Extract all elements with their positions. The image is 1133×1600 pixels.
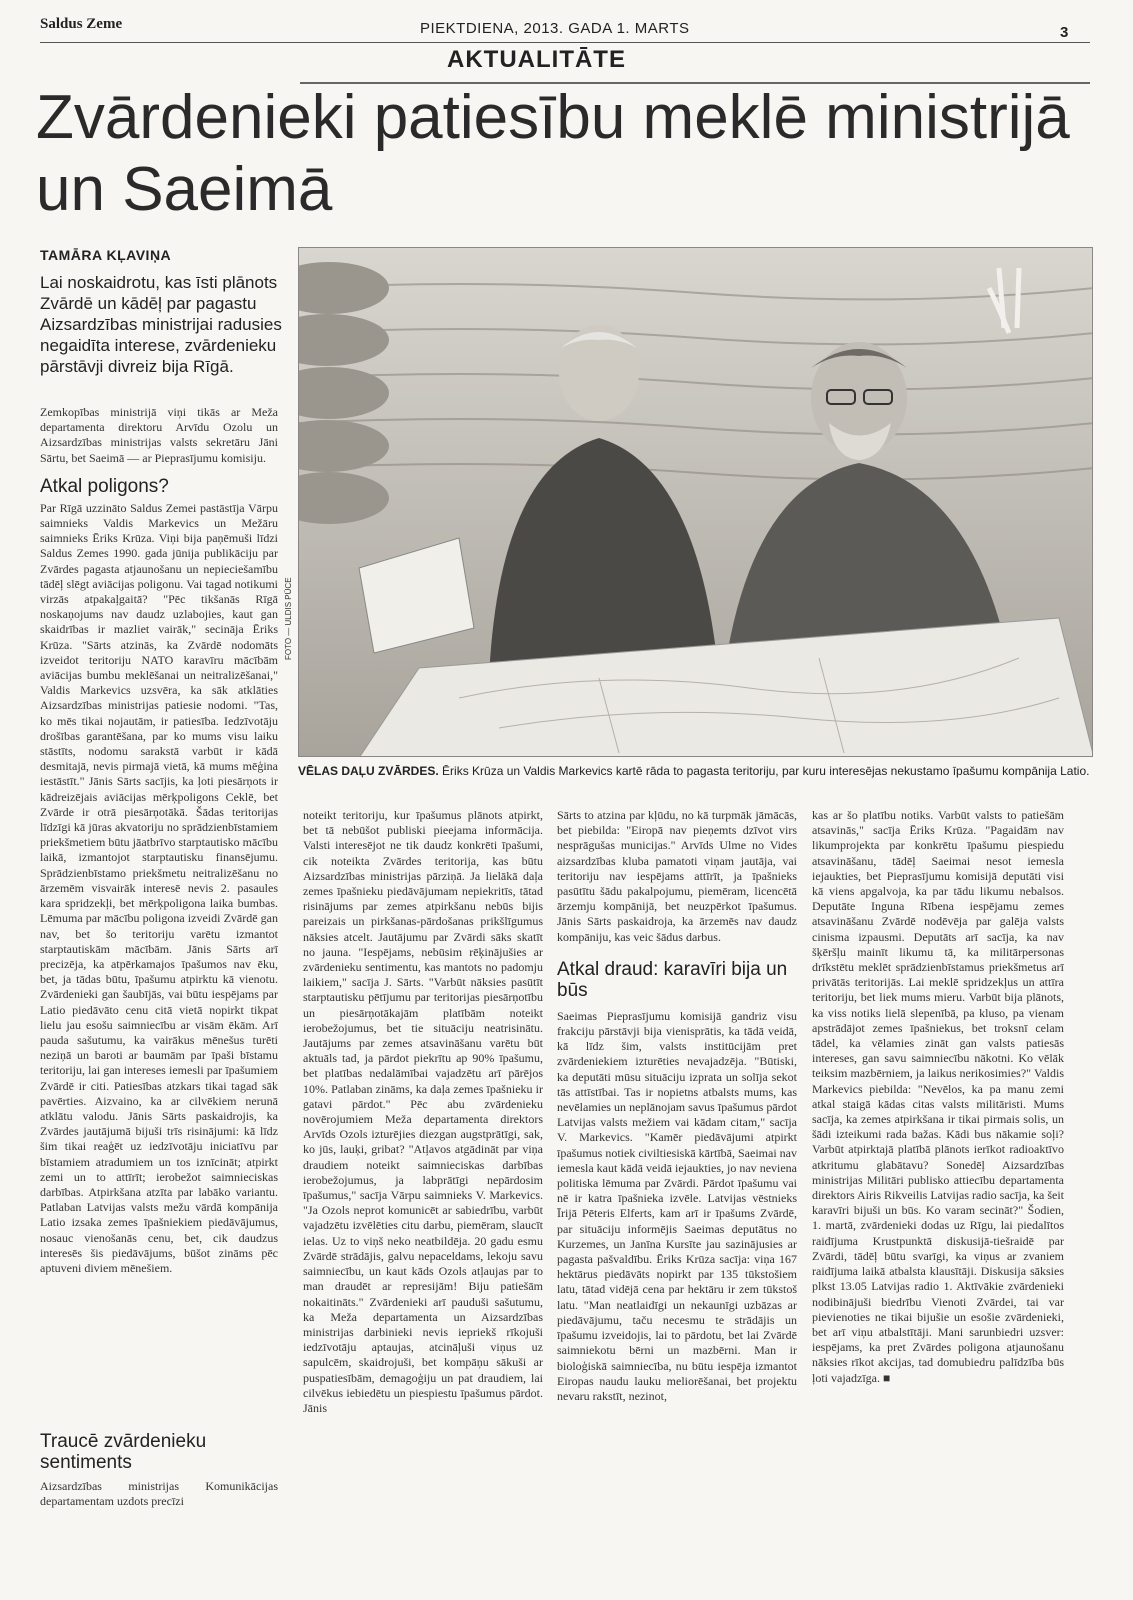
subhead-karaviri: Atkal draud: karavīri bija un būs: [557, 958, 788, 1001]
photo-credit: FOTO — ULDIS PŪCE: [284, 577, 293, 660]
subhead-sentiments: Traucē zvārdenieku sentiments: [40, 1431, 207, 1473]
column-3: [557, 808, 797, 1594]
intro-paragraph: Zemkopības ministrijā viņi tikās ar Meža departamenta direktoru Arvīdu Ozolu un Aizsardzības ministrijas valsts sekretāru Jāni Sārtu, bet Saeimā — ar Pieprasījumu komisiju.: [40, 405, 278, 465]
left-column-bottom: [40, 1431, 278, 1509]
col4-text: kas ar šo platību notiks. Varbūt valsts to patiešām atsavinās," sacīja Ēriks Krūza. "Pagaidām nav likumprojekta par konkrētu īpašumu piespiedu atsavināšanu, tādēļ Saeimai nesot iemesla iejaukties, bet Pieprasījumu komisijā deputāti visi kā viens apgalvoja, ka par tādu likumu nebalsos. Deputāte Inguna Rībena iespējamu zemes atsavināšanu Zvārdē nodēvēja par galēja valsts cinisma izpausmi. Deputāts arī sacīja, ka nav šķēršļu mainīt likumu tā, ka militārpersonas drīkstētu meklēt sprādzienbīstamus priekšmetus arī privātās teritorijās. Lai meklē spridzekļus un attīra teritoriju, bet liek mums mieru. Varbūt bija plānots, ka viss notiks lielā slepenībā, pa kluso, pa vienam apstrādājot zemes īpašniekus, bet troksnī celam tādel, ka vēlamies zināt gan valsts patiesās intereses, gan savu saimniecību nākotni. Ko vēlāk teiksim mazbērniem, ja laikus nerikosimies?" Valdis Markevics piebilda: "Nevēlos, ka pa manu zemi atkal staigā kādas citas valsts militāristi. Mums sacīja, ka zemes atpirkšana ir tikai pirmais solis, un šādi izteikumi rada bažas. Kādi bus nākamie soļi? Varbūt atpirktajā platībā plānots ierīkot radioaktīvo atkritumu glabātavu? Sonedēļ Aizsardzības ministrijas Militāri publisko attiecību departamenta direktors Airis Rikveilis Latvijas radio sacīja, ka šeit karavīri bijuši un būs. Ko varam secināt?" Šodien, 1. martā, zvārdenieki dodas uz Rīgu, lai piedalītos raidījuma Krustpunktā diskusijā-tiešraidē par Zvārdi, tādēļ būtu svarīgi, ka viņus ar zvaniem raidījuma laikā atbalsta klausītāji. Diskusija sāksies plkst 13.05 Latvijas radio 1. Aktīvākie zvārdenieki nodibinājuši biedrību Vienoti Zvārdei, tai var pievienoties ne tikai bijušie un esošie zvārdenieki, bet arī viņu atbalstītāji. Mani sarunbiedri uzsver: iespējams, ka pret Zvārdes poligona atjaunošanu nāksies rīkot akcijas, tad domubiedru palīdzība būs ļoti vajadzīga. ■: [812, 808, 1064, 1385]
col2-text: noteikt teritoriju, kur īpašumus plānots atpirkt, bet tā nebūšot publiski pieejama informācija. Valsti interesējot ne tik daudz konkrēti īpašumi, cik noteikta Zvārdes teritorija, kas būtu Aizsardzības ministrijas pārziņā. Ja lielākā daļa zemes īpašnieku piedāvājumam nepiekritīs, tātad risinājums par zemes atpirkšanu nebūs bijis pareizais un pirkšanas-pārdošanas prikšlīgumus nāksies atcelt. Jautājumu par Zvārdi sāks skatīt no jauna. "Iespējams, nebūsim rēķinājušies ar zvārdenieku sentimentu, kas mantots no padomju laikiem," sacīja J. Sārts. "Varbūt nāksies pasūtīt starptautisku pētījumu par teritorijas piesārņotību un piesārņotākajām platībām noteikt ierobežojumus, bet tie situāciju neatrisinātu. Jautājums par zemes atsavināšanu varētu būt aktuāls tad, ja pārdot piekrītu ap 90% īpašumu, bet platības nedalāmībai vajadzētu arī pārējos 10%. Patlaban zināms, ka daļa zemes īpašnieku ir gatavi pārdot." Pēc abu zvārdenieku novērojumiem Meža departamenta direktors Arvīds Ozols izturējies diezgan augstprātīgi, sak, ko jūs, lauķi, gribat? "Atļavos atgādināt par viņa draudiem noteikt saimnieciskas darbības ierobežojumus, ja labprātīgi nepārdosim īpašumus," sacīja Vārpu saimnieks V. Markevics. "Ja Ozols neprot komunicēt ar sabiedrību, varbūt vajadzētu izvēlēties citu darbu, piemēram, slaucīt ielas. Uz to viņš neko neatbildēja. 20 gadu esmu Zvārdē strādājis, galvu nepaceldams, lekoju savu saimniecību, un kaut kāds Ozols atļaujas par to man draudēt ar represijām! Biju patiešām nokaitināts." Zvārdenieki arī pauduši sašutumu, ka Meža departamenta un Aizsardzības ministrijas darbinieki nevis iepriekš rīkojuši iedzīvotāju aptaujas, atcināļuši viņus uz sapulcēm, skaidrojuši, bet kompāņu sākuši ar puspatiesībām, demagoģiju un pat draudiem, lai cilvēkus iebiedētu un piespiestu īpašumus pārdot. Jānis: [303, 808, 543, 1415]
subhead-atkal-poligons: Atkal poligons?: [40, 475, 169, 497]
article-photo: [298, 247, 1093, 757]
headline: Zvārdenieki patiesību meklē ministrijā un Saeimā: [36, 83, 1070, 224]
col3-text: Sārts to atzina par kļūdu, no kā turpmāk jāmācās, bet piebilda: "Eiropā nav pieņemts dzīvot virs nesprāgušas municijas." Arvīds Ulme no Vides aizsardzības kluba pamatoti viņam jautāja, vai teritoriju nav iespējams attīrīt, ja īpašnieks pasūtītu šādu pakalpojumu, piemēram, licencētā ārzemju kompānijā, bet neuzpērkot īpašumus. Jānis Sārts paskaidroja, ka ārzemēs nav daudz kompāniju, kas veic šādus darbus.: [557, 808, 797, 944]
dateline: PIEKTDIENA, 2013. GADA 1. MARTS: [420, 20, 690, 37]
page-number: 3: [1060, 24, 1069, 41]
col1-text: Par Rīgā uzzināto Saldus Zemei pastāstīja Vārpu saimnieks Valdis Markevics un Mežāru saimnieks Ēriks Krūza. Viņi bija paņēmuši līdzi Saldus Zemes 1990. gada jūnija publikāciju par Zvārdes pagasta atjaunošanu un nepieciešamību tādēļ slēgt aviācijas poligonu. Vai tagad notikumi virzās atpakaļgaitā? "Pēc tikšanās Rīgā noskaņojums nav daudz uzlabojies, kaut gan skaidrības ir mazliet vairāk," secināja Ēriks Krūza. "Sārts atzinās, ka Zvārdē nodomāts izveidot teritoriju NATO karavīru mācībām aviācijas bumbu meklēšanai un neitralizēšanai," Valdis Markevics uzsvēra, ka sāk atklāties Aizsardzības ministrijas patiesie nodomi. "Tas, ko mēs tikai nojautām, ir patiesība. Iedzīvotāju drošības garantēšana, par ko mums visu laiku stāstīts, nodomu sarakstā varbūt ir kādā desmitajā, nevis pirmajā vietā, kā mums mēģina iestāstīt." Jānis Sārts sacījis, ka ļoti piesārņots ir kādreizējais aviācijas mērķpoligons Ceklē, bet Zvārde ir otrā piesārņotākā. Šādas teritorijas līdzīgi kā jūras akvatoriju no sprādzienbīstamiem priekšmetiem būtu jāatbrīvo starptautisko mācību laikā, izmantojot starptautisku finansējumu. Sprādzienbīstamo priekšmetu neitralizēšanu no ārzemēm visvairāk interesē nevis 2. pasaules kara spridzekļi, bet mērķpoligona laika bumbas. Lēmuma par mācību poligona izveidi Zvārdē gan nav, bet šo teritoriju varētu izmantot starptautiskām mācībām. Jānis Sārts arī precizēja, ka atpērkamajos īpašumos nav ēku, bet, ja tādas būtu, īpašumu atpirktu kā vienotu. Zvārdenieki gan šaubījās, vai būtu iespējams par Latio piedāvāto cenu citā vietā nopirkt tikpat lielu jau esošu saimniecību ar visām ēkām. Arī pauda sašutumu, ka vairākus mēnešus turēti neziņā un baroti ar baumām par īpaši bīstamu teritoriju, lai gan intereses iemesli par īpašumiem Zvārdē ir citi. Patiesības atzkars tikai tagad sāk pavērties. Aizvaino, ka ar cilvēkiem nerunā atklātu valodu. Jānis Sārts paskaidrojis, ka Zvārdes jautājumā bijuši trīs risinājumi: kā līdz šim tikai reaģēt uz iedzīvotāju iniciatīvu par bīstamiem atradumiem un tos iznīcināt; atpirkt zemi un to attīrīt; ierobežot saimnieciskas darbības. Atpirkšana atzīta par labāko variantu. Patlaban Latvijas valsts mežu vārdā kompānija Latio izsaka zemes īpašniekiem piedāvājumus, nosauc vienošanās cenu, bet, cik daudzus interesēs šis piedāvājums, būšot zināms pēc aptuveni diviem mēnešiem.: [40, 500, 278, 1275]
col1-tail: Aizsardzības ministrijas Komunikācijas departamentam uzdots precīzi: [40, 1479, 278, 1509]
col3-text-b: Saeimas Pieprasījumu komisijā gandriz visu frakciju pārstāvji bija vienisprātis, ka tādā veidā, kā līdz šim, valsts institūcijām pret zvārdeniekiem izturēties nevajadzēja. "Būtiski, ka deputāti mūsu situāciju izprata un solīja sekot tās attīstībai. Tas ir nopietns atbalsts mums, kas nevēlamies un neplānojam savus īpašumus pārdot Latvijas valsts mežiem vai kādam citam," sacīja V. Markevics. "Kamēr piedāvājumi atpirkt īpašumus notiek civiltiesiskā kārtībā, Saeimai nav iemesla kaut kādā veidā iejaukties, jo nav neviena politiska lēmuma par Zvārdi. Pārdot īpašumu vai nē ir katra īpašnieka izvēle. Latvijas vēstnieks Īrijā Pēteris Elferts, kam arī ir īpašums Zvārdē, par situāciju informējis Saeimas deputātus no Kurzemes, un Janīna Kursīte jau sazinājusies ar pagasta pašvaldību. Ēriks Krūza sacīja: viņa 167 hektārus piedāvāts nopirkt par 135 tūkstošiem latu, tātad vidējā cena par hektāru ir zem tūkstoš latu. "Man neatlaidīgi un nekaunīgi uzbāzas ar piedāvājumu, taču necesmu te strādājis un īpašumu izveidojis, lai to pārdotu, bet lai Zvārdē saimniekotu bērni un mazbērni. Man ir bioloģiskā saimniecība, nu būtu iespēja izmantot Eiropas naudu lauku meliorēšanai, bet projektu nevaru rakstīt, nezinot,: [557, 1008, 797, 1403]
column-4: [812, 808, 1064, 1594]
lead-paragraph: Lai noskaidrotu, kas īsti plānots Zvārdē un kādēļ par pagastu Aizsardzības ministrijai radusies negaidīta interese, zvārdenieku pārstāvji divreiz bija Rīgā.: [40, 273, 282, 376]
caption-title: VĒLAS DAĻU ZVĀRDES.: [298, 764, 439, 778]
photo-caption: [298, 764, 1093, 779]
top-rule: [40, 42, 1090, 43]
photo-illustration: [299, 248, 1093, 757]
masthead: Saldus Zeme: [40, 16, 123, 32]
author-byline: TAMĀRA KĻAVIŅA: [40, 247, 172, 263]
caption-text: Ēriks Krūza un Valdis Markevics kartē rāda to pagasta teritoriju, par kuru interesējas nekustamo īpašumu kompānija Latio.: [442, 764, 1090, 778]
section-title: AKTUALITĀTE: [447, 46, 626, 73]
left-column: [40, 405, 278, 1600]
column-2: [303, 808, 543, 1594]
